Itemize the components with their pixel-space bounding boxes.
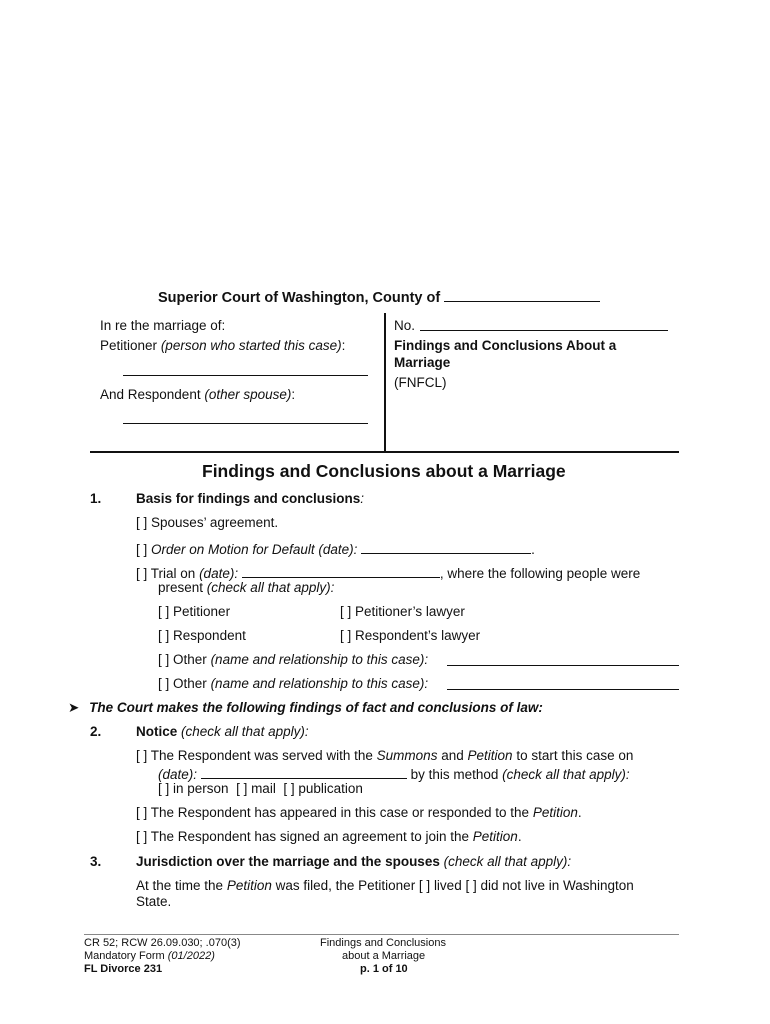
in-re-label: In re the marriage of: — [100, 318, 226, 333]
section3-text-b: was filed, the Petitioner [ ] lived [ ] did not live in Washington — [275, 878, 634, 893]
present-respondent-lawyer-label: Respondent’s lawyer — [355, 628, 481, 643]
present-other-1[interactable] — [158, 652, 428, 667]
method-publication[interactable]: [ ] publication — [283, 781, 363, 796]
petitioner-label: Petitioner — [100, 338, 158, 353]
court-makes-line — [68, 700, 543, 716]
case-number — [394, 318, 415, 333]
served-date-label: (date): — [158, 767, 198, 782]
present-hint: (check all that apply): — [206, 580, 335, 595]
footer-center-1: Findings and Conclusions — [320, 937, 446, 949]
method-label: by this method — [410, 767, 499, 782]
checkbox[interactable]: [ ] — [136, 805, 148, 820]
footer-rule — [84, 934, 679, 935]
present-label: present — [158, 580, 204, 595]
signed-text: The Respondent has signed an agreement to join the — [150, 829, 470, 844]
opt-trial[interactable] — [136, 564, 640, 581]
page-title: Findings and Conclusions about a Marriage — [202, 461, 566, 481]
summons-text: Summons — [376, 748, 438, 763]
present-petitioner-lawyer-label: Petitioner’s lawyer — [355, 604, 465, 619]
opt-trial-text: , where the following people were — [439, 566, 641, 581]
method-mail[interactable]: [ ] mail — [236, 781, 276, 796]
petition-text: Petition — [472, 829, 518, 844]
checkbox[interactable]: [ ] — [158, 676, 170, 691]
respondent-name-field[interactable] — [123, 423, 368, 424]
section2-heading — [136, 724, 309, 739]
present-petitioner-lawyer[interactable] — [340, 604, 465, 619]
respondent-line: And Respondent (other spouse): — [100, 387, 296, 402]
respondent-label: And Respondent — [100, 387, 201, 402]
opt-agreement-label: Spouses’ agreement. — [151, 515, 279, 530]
checkbox[interactable]: [ ] — [158, 628, 170, 643]
section3-num: 3. — [90, 854, 102, 869]
header-rule — [90, 451, 679, 453]
section2-title: Notice — [136, 724, 178, 739]
section2-hint: (check all that apply): — [181, 724, 309, 739]
served-line2 — [158, 765, 630, 782]
checkbox[interactable]: [ ] — [136, 515, 148, 530]
section1-num: 1. — [90, 491, 102, 506]
arrow-bullet-icon: ➤ — [68, 700, 80, 715]
served-line3 — [158, 781, 363, 796]
court-heading — [158, 288, 600, 306]
and-text: and — [441, 748, 464, 763]
form-code: (FNFCL) — [394, 375, 447, 390]
checkbox[interactable]: [ ] — [136, 566, 148, 581]
form-title-2: Marriage — [394, 355, 451, 370]
other-hint: (name and relationship to this case): — [210, 676, 429, 691]
opt-trial-line2 — [158, 580, 334, 595]
method-hint: (check all that apply): — [502, 767, 630, 782]
checkbox[interactable]: [ ] — [136, 829, 148, 844]
checkbox[interactable]: [ ] — [136, 542, 148, 557]
opt-trial-date-label: (date): — [199, 566, 239, 581]
court-makes-text: The Court makes the following findings of fact and conclusions of law: — [89, 700, 543, 715]
section3-line1 — [136, 878, 634, 893]
footer-center-2: about a Marriage — [342, 950, 426, 962]
present-respondent-lawyer[interactable] — [340, 628, 480, 643]
opt-default[interactable]: [ ] Order on Motion for Default (date): . — [136, 542, 535, 557]
present-petitioner-label: Petitioner — [173, 604, 231, 619]
present-respondent-label: Respondent — [173, 628, 246, 643]
caption-divider — [384, 313, 386, 452]
checkbox[interactable]: [ ] — [340, 628, 352, 643]
other-label: Other — [173, 652, 207, 667]
section1-heading — [136, 491, 364, 506]
trial-date-field[interactable] — [242, 564, 440, 578]
method-in-person[interactable]: [ ] in person — [158, 781, 229, 796]
checkbox[interactable]: [ ] — [340, 604, 352, 619]
section2-num: 2. — [90, 724, 102, 739]
section3-title: Jurisdiction over the marriage and the spouses — [136, 854, 440, 869]
section1-colon: : — [360, 491, 365, 506]
checkbox[interactable]: [ ] — [158, 652, 170, 667]
footer-form-no: FL Divorce 231 — [84, 963, 163, 975]
opt-default-label: Order on Motion for Default (date): — [151, 542, 358, 557]
footer-rcw: CR 52; RCW 26.09.030; .070(3) — [84, 937, 241, 949]
mandatory-date: (01/2022) — [167, 950, 215, 962]
case-number-field[interactable] — [420, 330, 668, 331]
case-no-label: No. — [394, 318, 416, 333]
checkbox[interactable]: [ ] — [136, 748, 148, 763]
served-text-2: to start this case on — [516, 748, 634, 763]
present-other-2[interactable] — [158, 676, 428, 691]
opt-trial-label: Trial on — [150, 566, 196, 581]
section3-hint: (check all that apply): — [443, 854, 572, 869]
court-name: Superior Court of Washington, County of — [158, 290, 441, 306]
served-date-field[interactable] — [201, 765, 407, 779]
section3-heading — [136, 854, 571, 869]
other-field-2[interactable] — [447, 689, 679, 690]
mandatory-label: Mandatory Form — [84, 950, 165, 962]
opt-signed[interactable]: [ ] The Respondent has signed an agreement to join the Petition. — [136, 829, 522, 844]
opt-appeared[interactable]: [ ] The Respondent has appeared in this case or responded to the Petition. — [136, 805, 582, 820]
appeared-text: The Respondent has appeared in this case or responded to the — [150, 805, 530, 820]
footer-page: p. 1 of 10 — [360, 963, 408, 975]
opt-agreement[interactable] — [136, 515, 278, 530]
form-title: Findings and Conclusions About a — [394, 338, 617, 353]
county-field[interactable] — [444, 288, 600, 302]
respondent-hint: (other spouse) — [204, 387, 292, 402]
section3-text-a: At the time the — [136, 878, 224, 893]
section3-line2: State. — [136, 894, 172, 909]
other-field-1[interactable] — [447, 665, 679, 666]
served-text: The Respondent was served with the — [150, 748, 373, 763]
petition-text: Petition — [226, 878, 272, 893]
other-label: Other — [173, 676, 207, 691]
default-date-field[interactable] — [361, 540, 531, 554]
other-hint: (name and relationship to this case): — [210, 652, 429, 667]
petition-text: Petition — [532, 805, 578, 820]
footer-mandatory — [84, 950, 215, 962]
present-respondent[interactable] — [158, 628, 246, 643]
checkbox[interactable]: [ ] — [158, 604, 170, 619]
opt-served[interactable] — [136, 748, 633, 763]
petitioner-hint: (person who started this case) — [160, 338, 342, 353]
section1-title: Basis for findings and conclusions — [136, 491, 361, 506]
petition-text: Petition — [467, 748, 513, 763]
petitioner-line: Petitioner (person who started this case): — [100, 338, 346, 353]
petitioner-name-field[interactable] — [123, 375, 368, 376]
present-petitioner[interactable] — [158, 604, 230, 619]
